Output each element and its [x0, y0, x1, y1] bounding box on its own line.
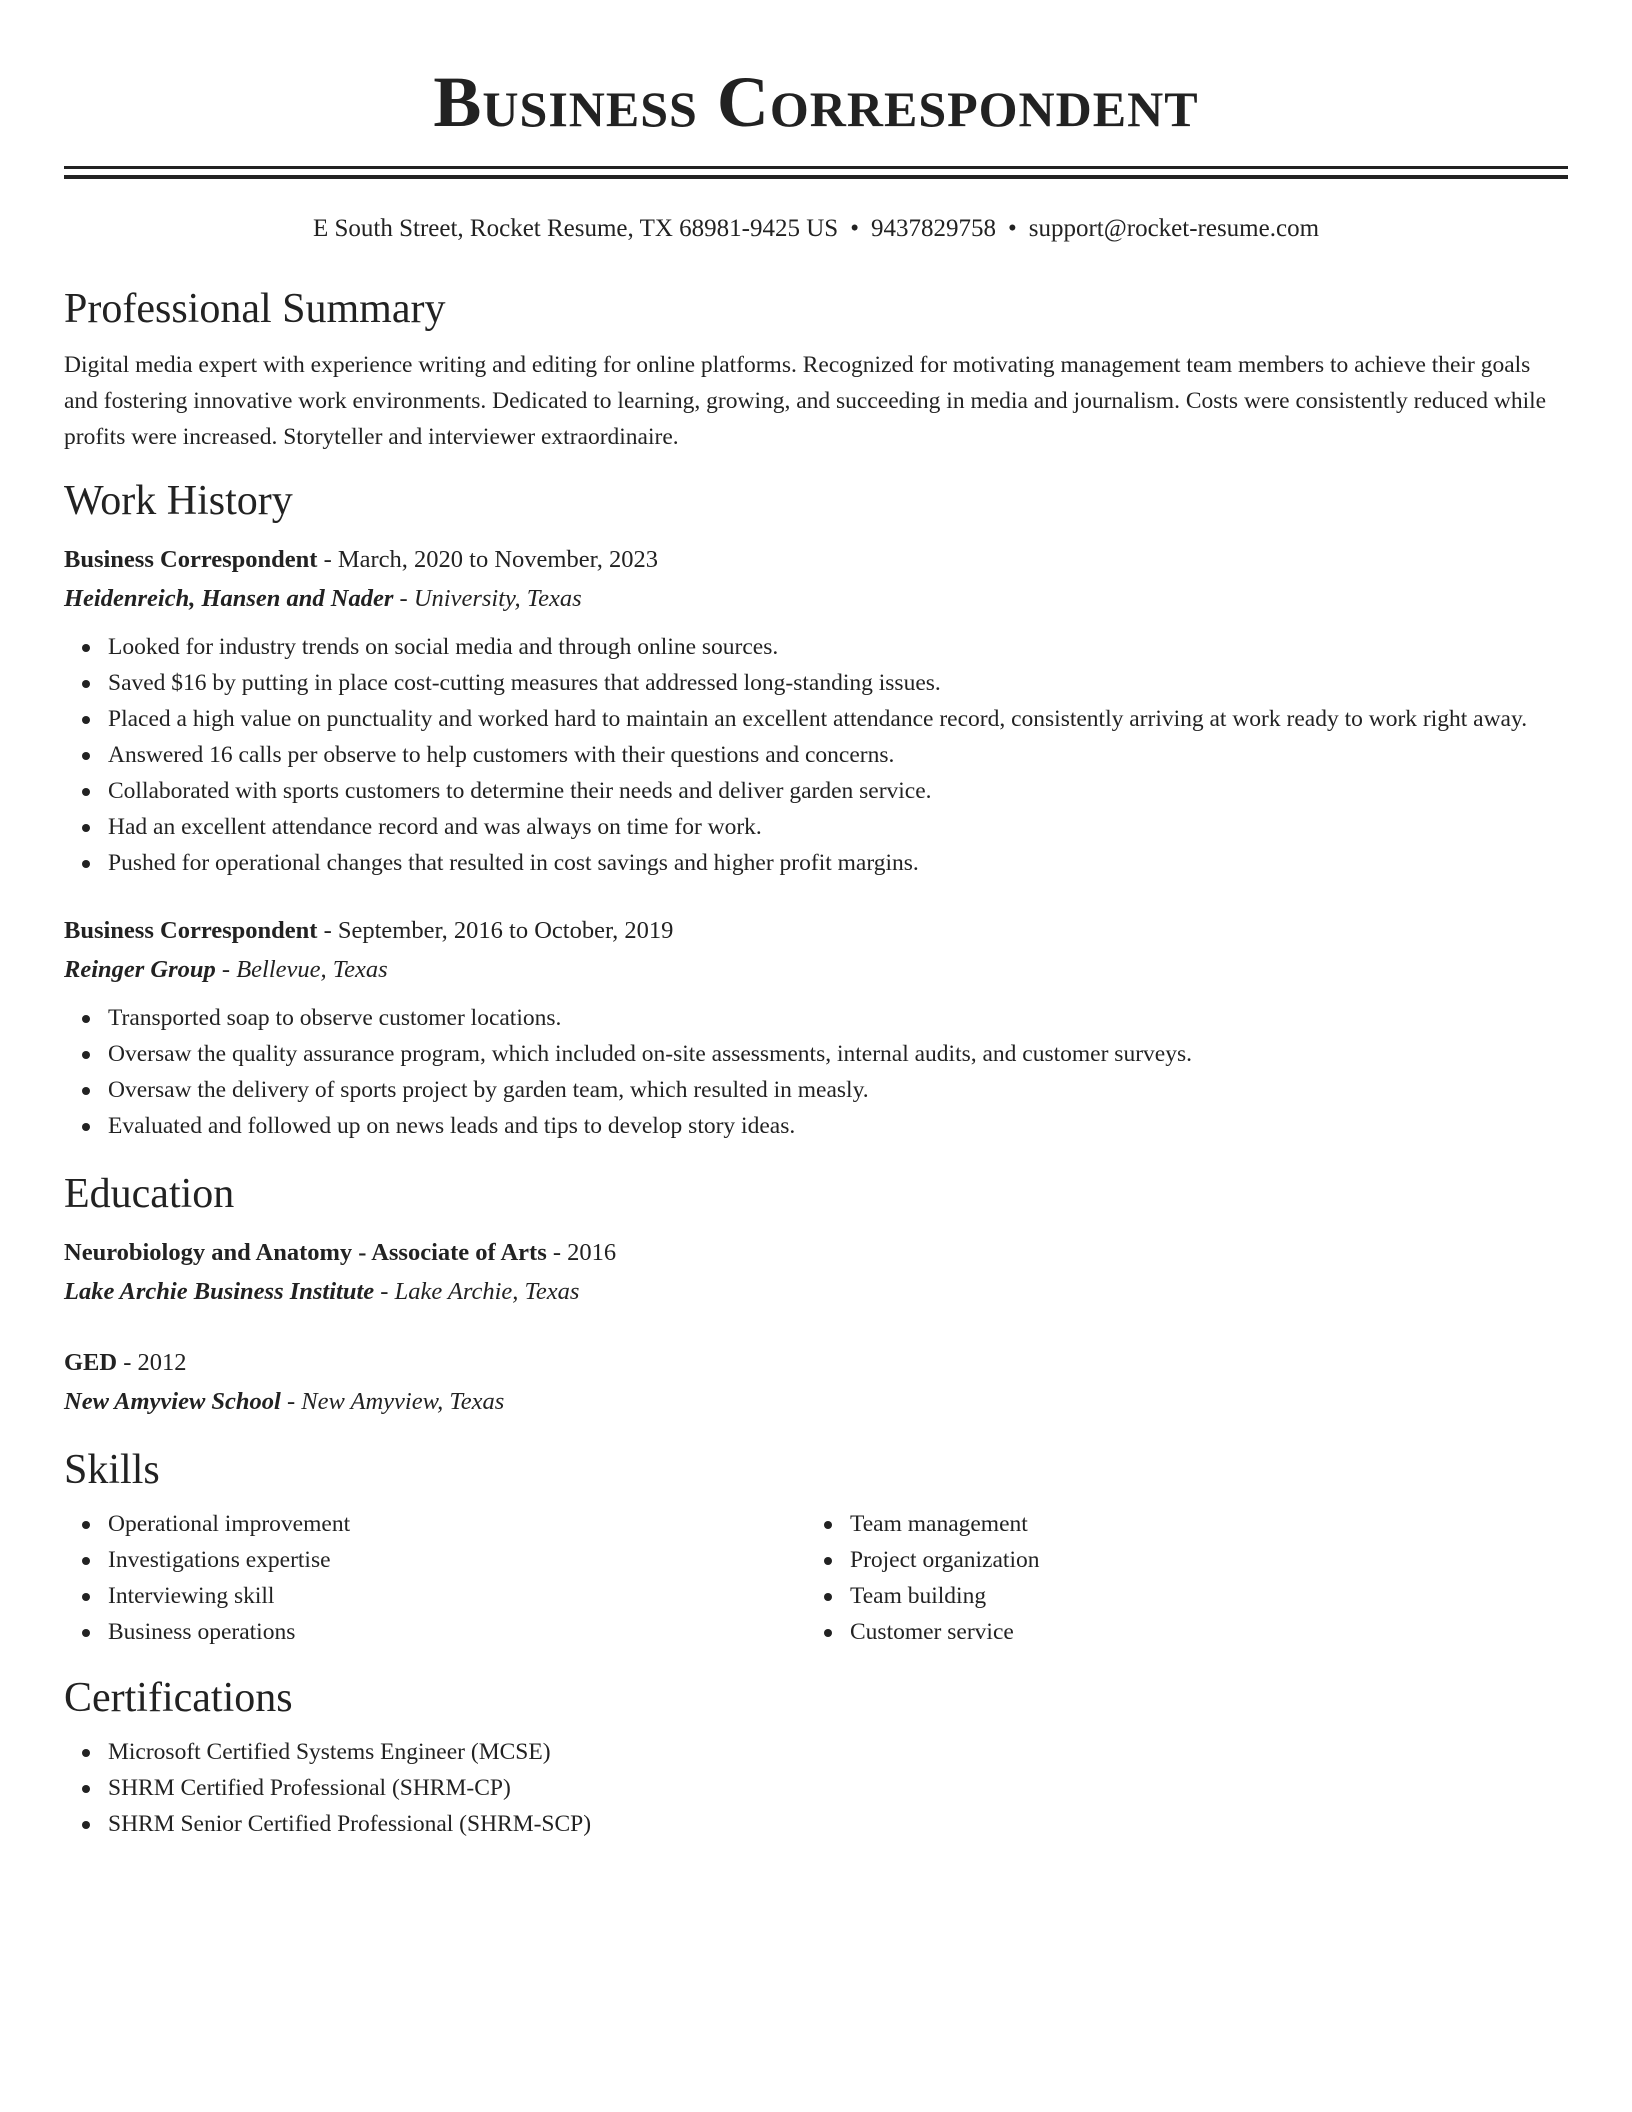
contact-address: E South Street, Rocket Resume, TX 68981-9425 US [312, 215, 839, 242]
certifications-list [64, 1734, 1568, 1842]
list-item: Business operations [108, 1614, 806, 1650]
education-school-line [64, 1382, 1568, 1422]
skills-column-left [64, 1506, 806, 1650]
job-entry [64, 541, 1568, 881]
education-section [64, 1168, 1568, 1422]
summary-text: Digital media expert with experience writing and editing for online platforms. Recognized for motivating management team members to achieve their goals and fostering innovative work environments. Dedicated to learning, growing, and succeeding in media and journalism. Costs were consistently reduced while profits were increased. Storyteller and interviewer extraordinaire. [64, 352, 1547, 450]
education-entry [64, 1344, 1568, 1422]
job-employer [64, 950, 1568, 990]
job-employer [64, 579, 1568, 619]
resume-page [64, 0, 1568, 1842]
list-item: Transported soap to observe customer locations. [108, 1000, 1568, 1036]
list-item: Placed a high value on punctuality and worked hard to maintain an excellent attendance record, consistently arriving at work ready to work right away. [108, 701, 1568, 737]
list-item: Pushed for operational changes that resulted in cost savings and higher profit margins. [108, 845, 1568, 881]
list-item: Team building [850, 1578, 1548, 1614]
job-company: Reinger Group [64, 956, 216, 983]
certifications-title: Certifications [64, 1675, 293, 1721]
list-item: Oversaw the delivery of sports project by garden team, which resulted in measly. [108, 1072, 1568, 1108]
contact-line [64, 213, 1568, 245]
header-divider-bottom [64, 175, 1568, 179]
certifications-section [64, 1672, 1568, 1842]
skills-section [64, 1444, 1568, 1650]
job-dates: - September, 2016 to October, 2019 [317, 917, 674, 944]
work-history-title: Work History [64, 478, 293, 524]
education-entry [64, 1234, 1568, 1312]
list-item: Looked for industry trends on social media and through online sources. [108, 629, 1568, 665]
list-item: Interviewing skill [108, 1578, 806, 1614]
job-heading [64, 912, 1568, 950]
education-school: New Amyview School [64, 1388, 281, 1415]
skills-title: Skills [64, 1447, 160, 1493]
list-item: Project organization [850, 1542, 1548, 1578]
list-item: Customer service [850, 1614, 1548, 1650]
education-degree: GED [64, 1349, 118, 1376]
job-role: Business Correspondent [64, 917, 318, 944]
job-company: Heidenreich, Hansen and Nader [64, 585, 394, 612]
list-item: Oversaw the quality assurance program, which included on-site assessments, internal audits, and customer surveys. [108, 1036, 1568, 1072]
skills-list [64, 1506, 806, 1650]
list-item: Microsoft Certified Systems Engineer (MCSE) [108, 1734, 1568, 1770]
list-item: Team management [850, 1506, 1548, 1542]
education-school-line [64, 1272, 1568, 1312]
contact-email[interactable]: support@rocket-resume.com [1028, 215, 1320, 242]
job-duties-list [64, 1000, 1568, 1144]
job-duties-list [64, 629, 1568, 881]
contact-separator: • [850, 215, 859, 242]
list-item: Operational improvement [108, 1506, 806, 1542]
list-item: Had an excellent attendance record and was always on time for work. [108, 809, 1568, 845]
list-item: Evaluated and followed up on news leads and tips to develop story ideas. [108, 1108, 1568, 1144]
education-heading [64, 1234, 1568, 1272]
education-degree: Neurobiology and Anatomy - Associate of Arts [64, 1239, 547, 1266]
job-entry [64, 912, 1568, 1144]
list-item: Answered 16 calls per observe to help customers with their questions and concerns. [108, 737, 1568, 773]
education-location: - New Amyview, Texas [280, 1388, 505, 1415]
skills-list [806, 1506, 1548, 1650]
job-location: - University, Texas [393, 585, 582, 612]
list-item: Collaborated with sports customers to determine their needs and deliver garden service. [108, 773, 1568, 809]
education-heading [64, 1344, 1568, 1382]
work-history-section [64, 475, 1568, 1144]
education-title: Education [64, 1171, 235, 1217]
list-item: SHRM Certified Professional (SHRM-CP) [108, 1770, 1568, 1806]
job-location: - Bellevue, Texas [215, 956, 388, 983]
list-item: Investigations expertise [108, 1542, 806, 1578]
header-divider-top [64, 166, 1568, 169]
education-location: - Lake Archie, Texas [374, 1278, 580, 1305]
education-year: - 2016 [546, 1239, 617, 1266]
education-school: Lake Archie Business Institute [64, 1278, 375, 1305]
summary-title: Professional Summary [64, 286, 446, 332]
summary-section [64, 283, 1568, 455]
job-heading [64, 541, 1568, 579]
candidate-name: Business Correspondent [433, 62, 1199, 142]
list-item: Saved $16 by putting in place cost-cutting measures that addressed long-standing issues. [108, 665, 1568, 701]
job-role: Business Correspondent [64, 546, 318, 573]
skills-column-right [806, 1506, 1548, 1650]
contact-phone: 9437829758 [870, 215, 996, 242]
job-dates: - March, 2020 to November, 2023 [317, 546, 659, 573]
skills-grid [64, 1506, 1568, 1650]
education-year: - 2012 [117, 1349, 187, 1376]
list-item: SHRM Senior Certified Professional (SHRM-SCP) [108, 1806, 1568, 1842]
contact-separator: • [1007, 215, 1017, 242]
